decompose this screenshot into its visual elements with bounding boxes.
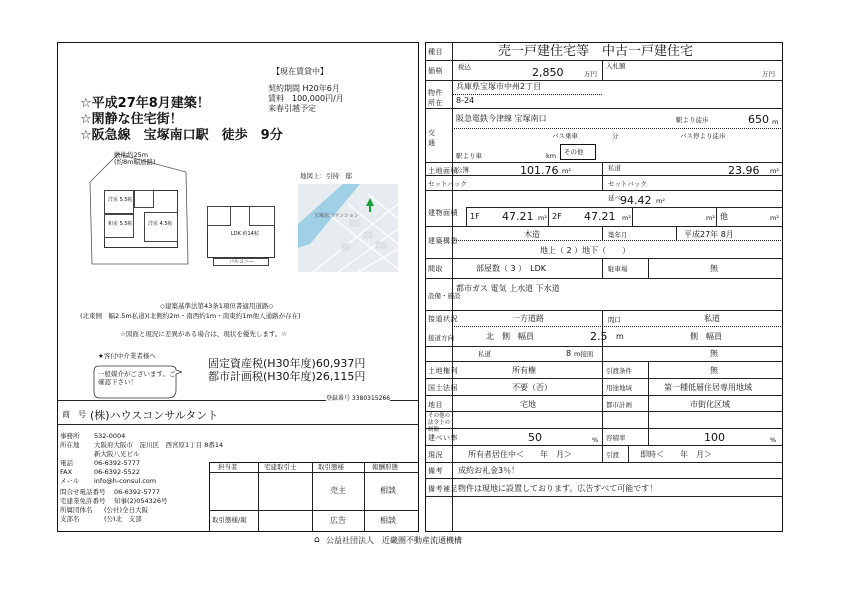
total-unit: m² [656,197,665,205]
stories: 地上（ 2 ）地下（ ） [540,246,631,255]
land-label: 土地面積 [428,167,458,175]
remarks-label: 備考 [428,467,443,475]
layout: 部屋数（ 3 ） LDK [476,264,547,273]
bcr-label: 建ぺい率 [428,434,458,442]
built: 平成27年 8月 [684,230,734,239]
floor-4-unit: m² [770,214,779,222]
built-label: 築年月 [608,231,628,239]
price-unit: 万円 [584,70,597,78]
walk-label: 駅より徒歩 [676,116,709,124]
location-2: 8-24 [456,96,475,105]
road-dir: 北 側 幅員 [486,332,534,341]
road-side: 側 幅員 [690,332,722,341]
frontage-label: 間口 [608,316,621,324]
price: 2,850 [532,66,564,79]
tax-2: 都市計画税(H30年度)26,115円 [208,370,366,383]
floor-1-value: 47.21 [502,210,534,223]
far-label: 容積率 [606,434,626,442]
floor-3-unit: m² [706,214,715,222]
land-right: 所有権 [512,366,536,375]
far-unit: % [770,436,777,444]
traffic: 阪急電鉄今津線 宝塚南口 [456,114,547,123]
setback-label-2: セットバック [608,180,647,188]
headline-1: ☆平成27年8月建築！ [80,96,210,111]
floor-4-label: 他 [720,212,728,221]
stamp-h1: 担当者 [218,463,238,471]
rent-status: 【現在賃貸中】 [272,67,328,76]
floor-2-label: 2F [552,212,562,221]
land-cat-label: 地目 [428,401,443,409]
stamp-h4: 報酬形態 [372,463,398,471]
bcr: 50 [528,431,542,444]
agent-header: ★客付中介業者様へ [98,352,156,360]
bus-min: 分 [612,132,619,140]
location-map [298,184,398,272]
land-kind: 公簿 [456,166,469,174]
walk-unit: m [772,118,779,126]
bcr-unit: % [592,436,599,444]
land-area: 101.76 [520,164,559,177]
supplement: 物件は現地に設置しております。広告すべて可能です！ [458,484,658,493]
parking: 無 [710,264,718,273]
city-plan-label: 都市計画 [606,401,632,409]
headline-3: ☆阪急線 宝塚南口駅 徒歩 9分 [80,128,283,143]
road-width-unit: m [616,332,624,341]
location-label: 物件所在 [428,89,443,107]
floor-1-label: 1F [470,212,480,221]
nat-law-label: 国土法届 [428,384,458,392]
private-road-unit: m² [770,167,779,175]
agent-note: 一般媒介がございます。ご確認下さい！ [98,370,176,386]
note-2: (北東側 幅2.5m私道)(北側約2m・南西約1m・南東約1m他人通路が存在) [80,312,301,320]
walk: 650 [748,113,769,126]
contract-period: 契約期間 H20年6月 [268,84,340,93]
room-2: 和室 5.5帖 [108,221,133,227]
room-ldk: LDK 約14帖 [231,231,259,237]
map-title: 地図上：引持 邸 [300,172,352,180]
structure-label: 建築構造 [428,237,458,245]
road-dir-label: 接道方向 [428,334,454,342]
handover-label: 引渡条件 [606,367,632,375]
room-3: 洋室 4.5帖 [148,221,173,227]
zoning-label: 用途地域 [606,384,632,392]
agent-r4: 相談 [380,516,396,525]
footer: 公益社団法人 近畿圏不動産流通機構 [326,536,462,545]
total-area: 94.42 [620,194,652,207]
km: km [546,152,557,160]
land-cat: 宅地 [520,400,536,409]
road-label: 接道状況 [428,315,458,323]
agent-row-label: 取引態様/報 [212,516,247,524]
price-sub-unit: 万円 [762,70,775,78]
note-1: ◇建築基準法第43条1項但書適用道路◇ [160,302,274,310]
far: 100 [704,431,725,444]
moveout: 来春引越予定 [268,104,316,113]
property-type: 売一戸建住宅等 中古一戸建住宅 [498,44,694,59]
private-road-label: 私道 [608,164,621,172]
floor-plan-2f [205,182,279,268]
floor-2-unit: m² [622,214,631,222]
other-label: その他 [564,148,584,156]
delivery: 即時＜ 年 月＞ [640,450,712,459]
note-3: ☆図面と現況に差異がある場合は、現状を優先します。☆ [120,330,288,338]
zoning: 第一種低層住居専用地域 [664,383,752,392]
company-prefix: 商 号 [62,410,86,419]
headline-2: ☆閑静な住宅街！ [80,112,183,127]
balcony: バルコニー [229,259,255,265]
agent-r3: 広告 [330,516,346,525]
bus-label: バス乗車 [552,132,578,140]
road-contact: 8 [566,349,572,358]
floor-2-value: 47.21 [584,210,616,223]
price-tax: 税込 [458,63,471,71]
bracket-shape [92,364,182,400]
rent: 賃料 100,000円/月 [268,94,344,103]
company-name: (株)ハウスコンサルタント [90,409,219,422]
supplement-label: 備考補足 [428,485,458,493]
land-right-label: 土地権利 [428,367,458,375]
layout-label: 間取 [428,265,443,273]
road-contact-unit: m接面 [574,350,594,358]
other-limit-label: その他の法令上の制限 [428,413,451,433]
price-sub-label: 入札額 [606,62,626,70]
facility: 都市ガス 電気 上水道 下水道 [456,284,560,293]
floor-plan-1f [88,152,192,268]
site-label: 敷地約25m [114,151,149,159]
nat-law: 不要（否） [512,383,552,392]
stamp-h2: 宅建取引士 [264,463,297,471]
structure: 木造 [524,230,540,239]
city-plan: 市街化区域 [690,400,730,409]
bus-walk: バス停より徒歩 [680,132,726,140]
stamp-h3: 取引態様 [318,463,344,471]
traffic-label: 交通 [428,129,436,147]
private-road: 23.96 [728,164,760,177]
handover: 無 [710,366,718,375]
position-value: 無 [710,349,718,358]
road-kind: 私道 [704,314,720,323]
facility-label: 設備・施設 [428,292,461,300]
road-width: 2.5 [590,330,608,343]
road-type: 一方道路 [512,314,544,323]
parking-label: 駐車場 [608,265,628,273]
price-label: 価格 [428,67,443,75]
tax-1: 固定資産税(H30年度)60,937円 [208,357,366,370]
status: 所有者居住中＜ 年 月＞ [468,450,572,459]
location: 兵庫県宝塚市中州2丁目 [456,82,542,91]
total-label: 延べ [608,194,621,202]
setback-label: セットバック [428,180,467,188]
footer-logo-icon: ⌂ [314,535,320,545]
room-1: 洋室 5.5帖 [108,197,133,203]
map-caption: 宝塚南口マンション [314,213,359,219]
road-kind-2: 私道 [478,350,491,358]
remarks: 成約お礼金3％！ [458,466,520,475]
delivery-label: 引渡 [606,451,619,459]
stamp-r3: 売主 [330,486,346,495]
station-label: 駅より車 [456,152,482,160]
type-label: 種目 [428,48,443,56]
floor-1-unit: m² [538,214,547,222]
site-label-2: (約8m幅道路) [114,158,156,166]
bldg-label: 建物面積 [428,209,458,217]
land-unit: m² [562,167,571,175]
status-label: 現況 [428,451,443,459]
reg-no: 登録番号 3380315266 [326,395,391,402]
stamp-r4: 相談 [380,486,396,495]
